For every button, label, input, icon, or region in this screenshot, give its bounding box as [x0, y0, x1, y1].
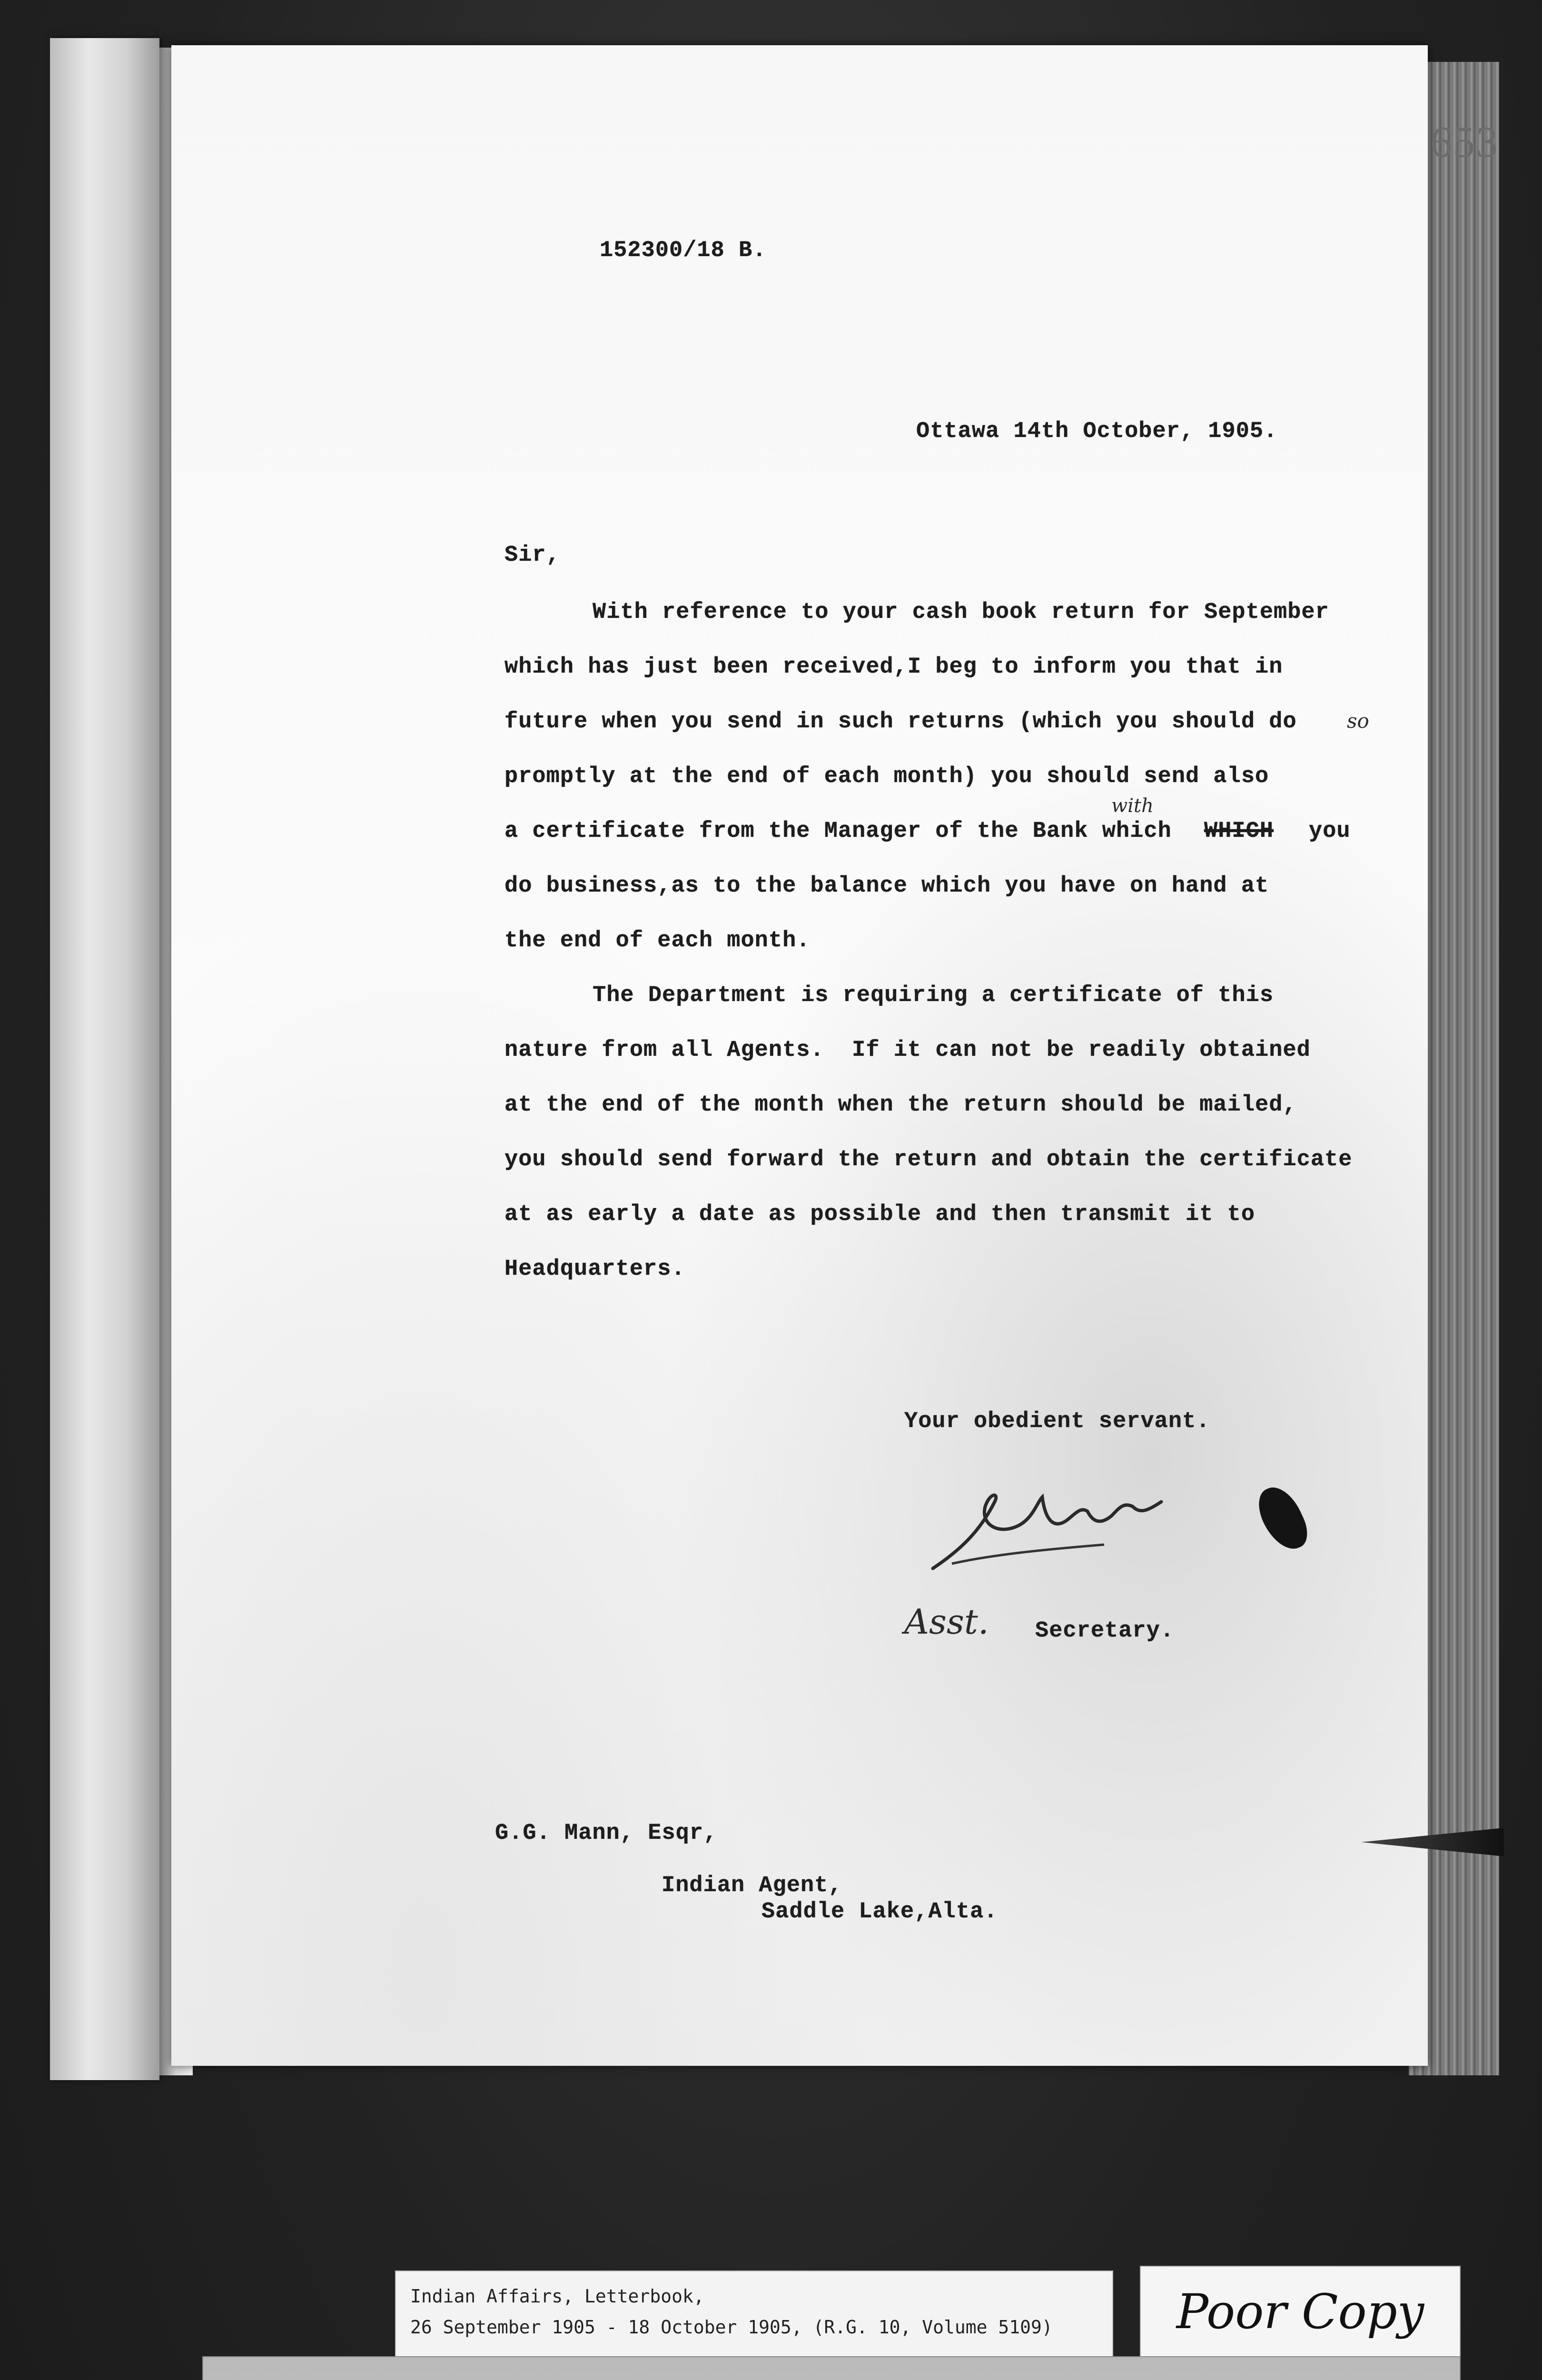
body-line: The Department is requiring a certificate of this — [593, 983, 1274, 1008]
body-line: you should send forward the return and obtain the certificate — [504, 1147, 1353, 1172]
body-line-continuation: you — [1309, 819, 1351, 844]
catalogue-label — [395, 2271, 1113, 2358]
signatory-title: Secretary. — [1035, 1618, 1175, 1644]
body-line: a certificate from the Manager of the Bank which — [504, 819, 1172, 844]
body-line: the end of each month. — [504, 928, 811, 953]
letter-page — [171, 45, 1499, 2066]
margin-insert: so — [1347, 709, 1369, 733]
body-line: at as early a date as possible and then transmit it to — [504, 1202, 1255, 1227]
body-line: do business,as to the balance which you have on hand at — [504, 873, 1269, 899]
poor-copy-note: Poor Copy — [1140, 2266, 1461, 2358]
body-line: future when you send in such returns (which you should do — [504, 709, 1297, 734]
catalogue-range: 26 September 1905 - 18 October 1905, (R.G. 10, Volume 5109) — [410, 2317, 1053, 2338]
body-line: at the end of the month when the return should be mailed, — [504, 1092, 1297, 1118]
file-number: 152300/18 B. — [600, 238, 767, 263]
handwritten-signature — [923, 1473, 1171, 1583]
addressee-name: G.G. Mann, Esqr, — [495, 1821, 718, 1846]
addressee-place: Saddle Lake,Alta. — [761, 1899, 998, 1924]
catalogue-series: Indian Affairs, Letterbook, — [410, 2286, 704, 2307]
body-line: nature from all Agents. If it can not be readily obtained — [504, 1038, 1311, 1063]
body-line: which has just been received,I beg to inform you that in — [504, 654, 1283, 680]
body-line: promptly at the end of each month) you should send also — [504, 764, 1269, 789]
struck-word: WHICH — [1204, 819, 1274, 844]
folio-number: 653 — [1430, 118, 1499, 166]
interline-insert: with — [1111, 795, 1154, 817]
archives-stamp — [202, 2356, 1461, 2380]
dateline: Ottawa 14th October, 1905. — [916, 419, 1278, 444]
salutation: Sir, — [504, 543, 560, 568]
volume-binding — [50, 38, 159, 2080]
closing: Your obedient servant. — [904, 1409, 1210, 1434]
signature-initials: Asst. — [904, 1602, 989, 1642]
body-line: With reference to your cash book return for September — [593, 600, 1329, 625]
body-line: Headquarters. — [504, 1257, 685, 1282]
addressee-role: Indian Agent, — [662, 1873, 842, 1898]
